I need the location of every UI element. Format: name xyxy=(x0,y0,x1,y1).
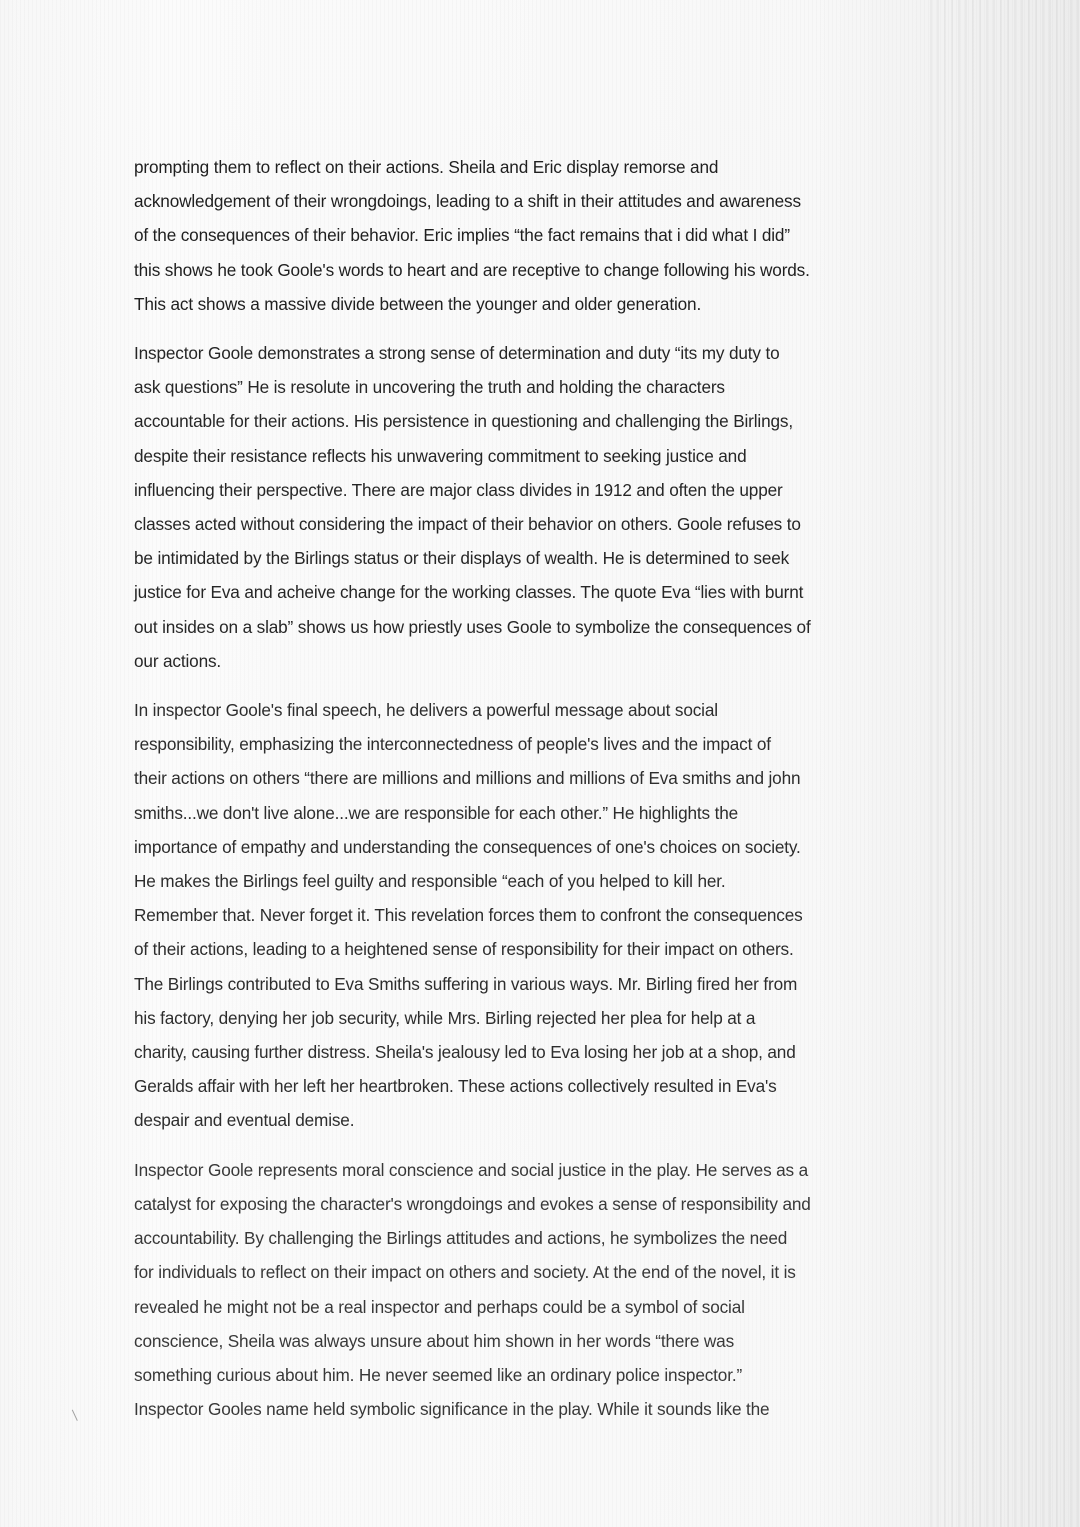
text-line: be intimidated by the Birlings status or their displays of wealth. He is determined to seek xyxy=(134,548,790,569)
text-line: their actions on others “there are millions and millions and millions of Eva smiths and john xyxy=(134,768,801,789)
paragraph-determination xyxy=(134,336,964,678)
text-line: He makes the Birlings feel guilty and responsible “each of you helped to kill her. xyxy=(134,871,726,892)
text-line: of their actions, leading to a heightened sense of responsibility for their impact on others. xyxy=(134,939,794,960)
text-line: charity, causing further distress. Sheila's jealousy led to Eva losing her job at a shop, and xyxy=(134,1042,796,1063)
text-line: smiths...we don't live alone...we are responsible for each other.” He highlights the xyxy=(134,802,739,823)
text-line: influencing their perspective. There are major class divides in 1912 and often the upper xyxy=(134,479,783,500)
text-line: of the consequences of their behavior. Eric implies “the fact remains that i did what I did” xyxy=(134,225,790,246)
text-line: our actions. xyxy=(134,650,222,671)
text-line: for individuals to reflect on their impact on others and society. At the end of the novel, it is xyxy=(134,1262,796,1283)
text-line: accountable for their actions. His persistence in questioning and challenging the Birlings, xyxy=(134,411,793,432)
text-line: Inspector Goole represents moral conscience and social justice in the play. He serves as a xyxy=(134,1159,809,1180)
paragraph-final-speech xyxy=(134,693,964,1138)
margin-pen-mark xyxy=(72,1407,83,1421)
text-line: Remember that. Never forget it. This revelation forces them to confront the consequences xyxy=(134,905,803,926)
text-line: accountability. By challenging the Birlings attitudes and actions, he symbolizes the need xyxy=(134,1228,788,1249)
text-line: Geralds affair with her left her heartbroken. These actions collectively resulted in Eva's xyxy=(134,1076,777,1097)
text-line: acknowledgement of their wrongdoings, leading to a shift in their attitudes and awareness xyxy=(134,191,801,212)
text-line: justice for Eva and acheive change for the working classes. The quote Eva “lies with burnt xyxy=(134,582,804,603)
text-line: something curious about him. He never seemed like an ordinary police inspector.” xyxy=(134,1364,743,1385)
text-line: his factory, denying her job security, while Mrs. Birling rejected her plea for help at a xyxy=(134,1007,756,1028)
essay-text xyxy=(134,150,964,1441)
text-line: this shows he took Goole's words to heart and are receptive to change following his words. xyxy=(134,259,810,280)
text-line: prompting them to reflect on their actions. Sheila and Eric display remorse and xyxy=(134,157,719,177)
paragraph-remorse xyxy=(134,150,964,321)
paragraph-moral-conscience xyxy=(134,1153,964,1427)
text-line: despair and eventual demise. xyxy=(134,1110,355,1131)
text-line: Inspector Gooles name held symbolic significance in the play. While it sounds like the xyxy=(134,1399,770,1420)
text-line: Inspector Goole demonstrates a strong sense of determination and duty “its my duty to xyxy=(134,343,780,364)
text-line: This act shows a massive divide between the younger and older generation. xyxy=(134,293,702,314)
text-line: despite their resistance reflects his unwavering commitment to seeking justice and xyxy=(134,445,747,466)
text-line: ask questions” He is resolute in uncovering the truth and holding the characters xyxy=(134,377,725,398)
text-line: conscience, Sheila was always unsure about him shown in her words “there was xyxy=(134,1330,735,1351)
text-line: catalyst for exposing the character's wrongdoings and evokes a sense of responsibility and xyxy=(134,1193,811,1214)
text-line: responsibility, emphasizing the interconnectedness of people's lives and the impact of xyxy=(134,734,771,755)
text-line: importance of empathy and understanding the consequences of one's choices on society. xyxy=(134,836,801,857)
text-line: The Birlings contributed to Eva Smiths suffering in various ways. Mr. Birling fired her from xyxy=(134,973,798,994)
text-line: classes acted without considering the impact of their behavior on others. Goole refuses to xyxy=(134,514,801,535)
text-line: out insides on a slab” shows us how priestly uses Goole to symbolize the consequences of xyxy=(134,616,811,637)
text-line: In inspector Goole's final speech, he delivers a powerful message about social xyxy=(134,700,718,721)
text-line: revealed he might not be a real inspector and perhaps could be a symbol of social xyxy=(134,1296,745,1317)
